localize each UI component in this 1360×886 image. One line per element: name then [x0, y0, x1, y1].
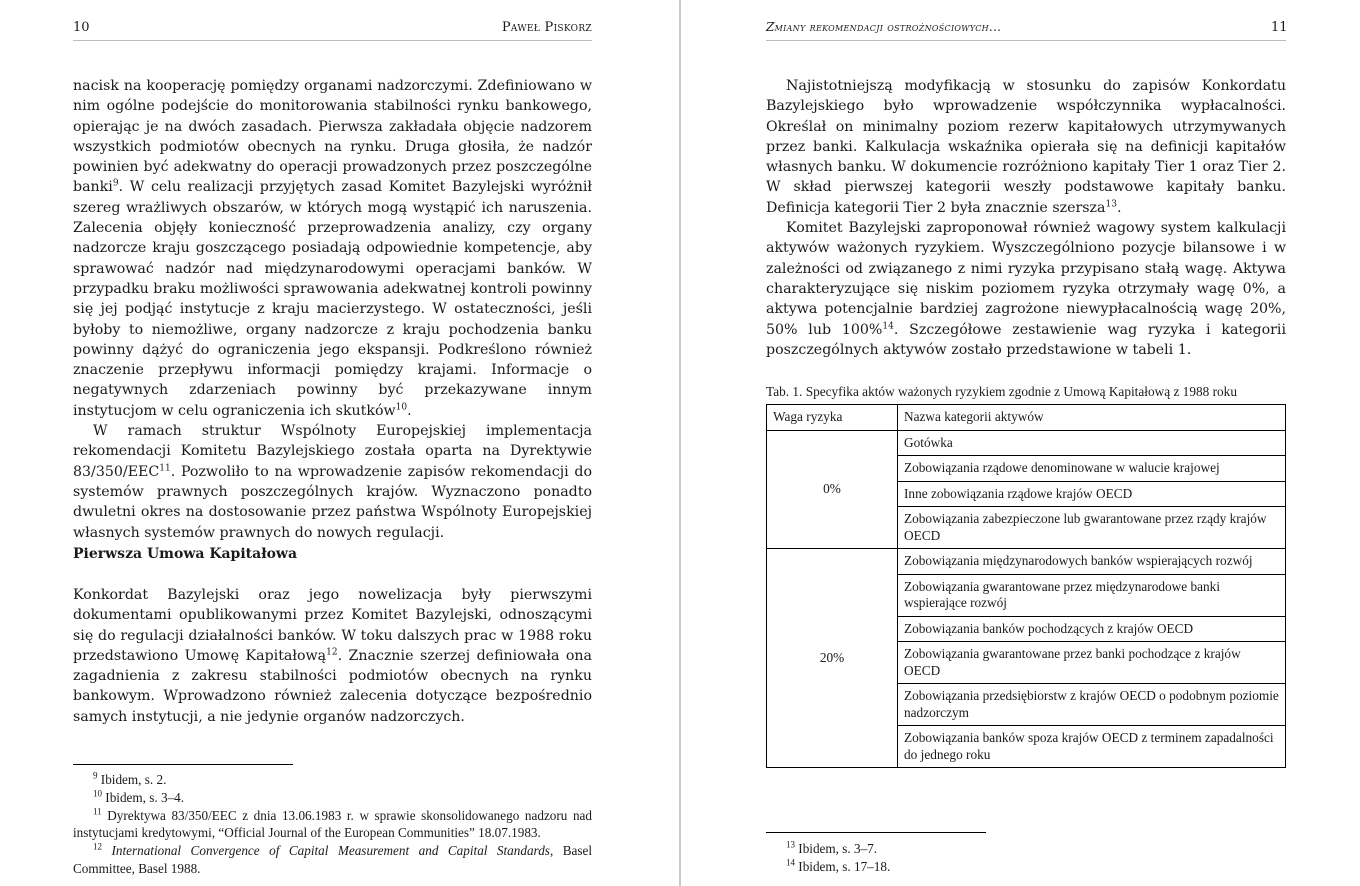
running-head: Zmiany rekomendacji ostrożnościowych... — [766, 20, 1002, 34]
footnote: $^9$ Ibidem, s. 2. — [93, 770, 167, 787]
footnote-ref: 13 — [1105, 199, 1117, 210]
footnote-ref: 10 — [395, 402, 408, 413]
footnotes — [766, 840, 1286, 876]
category-cell: Zobowiązania przedsiębiorstw z krajów OECD o podobnym poziomie nadzorczym — [898, 684, 1286, 726]
category-cell: Zobowiązania banków pochodzących z krajów OECD — [898, 616, 1286, 642]
body-text — [73, 76, 592, 543]
weight-cell: 0% — [767, 430, 898, 549]
table-row — [767, 430, 1286, 456]
header-cell: Nazwa kategorii aktywów — [898, 405, 1286, 431]
paragraph: Najistotniejszą modyfikacją w stosunku do zapisów Konkordatu Bazylejskiego było wprowadzenie współczynnika wypłacalności. Określał on minimalny poziom rezerw kapitałowych utrzymywanych przez banki. Kalkulacja wskaźnika opierała się na definicji kapitałów własnych banku. W dokumencie rozróżniono kapitały Tier 1 oraz Tier 2. W skład pierwszej kategorii weszły podstawowe kapitały banku. Definicja kategorii Tier 2 była znacznie szersza$^{13}$. — [766, 78, 1286, 216]
category-cell: Zobowiązania banków spoza krajów OECD z terminem zapadalności do jednego roku — [898, 726, 1286, 768]
page-number: 11 — [1271, 20, 1288, 35]
category-cell: Zobowiązania gwarantowane przez międzynarodowe banki wspierające rozwój — [898, 574, 1286, 616]
page-number: 10 — [73, 20, 90, 35]
footnotes — [73, 771, 592, 878]
footnote-ref: 9 — [112, 178, 119, 189]
header-cell: Waga ryzyka — [767, 405, 898, 431]
footnote: $^{11}$ Dyrektywa 83/350/EEC z dnia 13.06.1983 r. w sprawie skonsolidowanego nadzoru nad instytucjami kredytowymi, “Official Journal of the European Communities” 18.07.1983. — [73, 806, 593, 841]
paragraph: Konkordat Bazylejski oraz jego nowelizacja były pierwszymi dokumentami opublikowanymi przez Komitet Bazylejski, odnoszącymi się do regulacji działalności banków. W toku dalszych prac w 1988 roku przedstawiono Umowę Kapitałową$^{12}$. Znacznie szerzej definiowała ona zagadnienia z zakresu stabilności podmiotów obecnych na rynku bankowym. Wprowadzono również zalecenia dotyczące bezpośrednio samych instytucji, a nie jedynie organów nadzorczych. — [73, 587, 592, 725]
footnote: $^{10}$ Ibidem, s. 3–4. — [93, 788, 185, 805]
right-page — [681, 0, 1360, 886]
category-cell: Zobowiązania międzynarodowych banków wspierających rozwój — [898, 549, 1286, 575]
body-text — [766, 76, 1286, 360]
footnote-separator — [766, 832, 986, 833]
table-caption: Tab. 1. Specyfika aktów ważonych ryzykiem zgodnie z Umową Kapitałową z 1988 roku — [766, 384, 1237, 399]
table-header-row — [767, 405, 1286, 431]
table-row — [767, 549, 1286, 575]
footnote-ref: 12 — [326, 647, 338, 658]
footnote-ref: 14 — [882, 320, 894, 331]
category-cell: Gotówka — [898, 430, 1286, 456]
running-head: Paweł Piskorz — [501, 20, 592, 35]
paragraph: W ramach struktur Wspólnoty Europejskiej implementacja rekomendacji Komitetu Bazylejskiego została oparta na Dyrektywie 83/350/EEC$^{11}$. Pozwoliło to na wprowadzenie zapisów rekomendacji do systemów prawnych poszczególnych krajów. Wyznaczono ponadto dwuletni okres na dostosowanie przez państwa Wspólnoty Europejskiej własnych systemów prawnych do nowych regulacji. — [73, 423, 592, 541]
risk-weight-table — [766, 404, 1286, 768]
category-cell: Inne zobowiązania rządowe krajów OECD — [898, 481, 1286, 507]
paragraph: Komitet Bazylejski zaproponował również wagowy system kalkulacji aktywów ważonych ryzykiem. Wyszczególniono pozycje bilansowe i w zależności od związanego z nimi ryzyka przypisano stałą wagę. Aktywa charakteryzujące się niskim poziomem ryzyka otrzymały wagę 0%, a aktywa potencjalnie bardziej zagrożone niewypłacalnością wagę 20%, 50% lub 100%$^{14}$. Szczegółowe zestawienie wag ryzyka i kategorii poszczególnych aktywów zostało przedstawione w tabeli 1. — [766, 220, 1286, 358]
header-rule — [73, 40, 592, 41]
footnote: $^{14}$ Ibidem, s. 17–18. — [786, 857, 891, 874]
weight-cell: 20% — [767, 549, 898, 768]
footnote: $^{12}$ International Convergence of Capital Measurement and Capital Standards, Basel Committee, Basel 1988. — [73, 841, 593, 876]
category-cell: Zobowiązania gwarantowane przez banki pochodzące z krajów OECD — [898, 642, 1286, 684]
footnote: $^{13}$ Ibidem, s. 3–7. — [786, 839, 878, 856]
category-cell: Zobowiązania zabezpieczone lub gwarantowane przez rządy krajów OECD — [898, 507, 1286, 549]
body-text — [73, 585, 592, 727]
footnote-ref: 11 — [159, 462, 171, 473]
left-page — [0, 0, 679, 886]
paragraph: nacisk na kooperację pomiędzy organami nadzorczymi. Zdefiniowano w nim ogólne podejście do monitorowania stabilności rynku bankowego, opierając je na dwóch zasadach. Pierwsza zakładała objęcie nadzorem wszystkich podmiotów obecnych na rynku. Druga głosiła, że nadzór powinien być adekwatny do operacji prowadzonych przez poszczególne banki$^9$. W celu realizacji przyjętych zasad Komitet Bazylejski wyróżnił szereg wrażliwych obszarów, w których mogą wystąpić ich naruszenia. Zalecenia objęły konieczność przeprowadzenia analizy, czy organy nadzorcze kraju goszczącego posiadają odpowiednie kompetencje, aby sprawować nadzór nad międzynarodowymi operacjami banków. W przypadku braku możliwości sprawowania adekwatnej kontroli powinny się jej podjąć instytucje z kraju macierzystego. W ostateczności, jeśli byłoby to niemożliwe, organy nadzorcze z kraju pochodzenia banku powinny dążyć do ograniczenia jego ekspansji. Podkreślono również znaczenie przepływu informacji pomiędzy krajami. Informacje o negatywnych zdarzeniach powinny być przekazywane innym instytucjom w celu ograniczenia ich skutków$^{10}$. — [73, 78, 592, 419]
footnote-separator — [73, 764, 293, 765]
header-rule — [766, 40, 1286, 41]
section-heading: Pierwsza Umowa Kapitałowa — [73, 546, 298, 562]
category-cell: Zobowiązania rządowe denominowane w walucie krajowej — [898, 456, 1286, 482]
